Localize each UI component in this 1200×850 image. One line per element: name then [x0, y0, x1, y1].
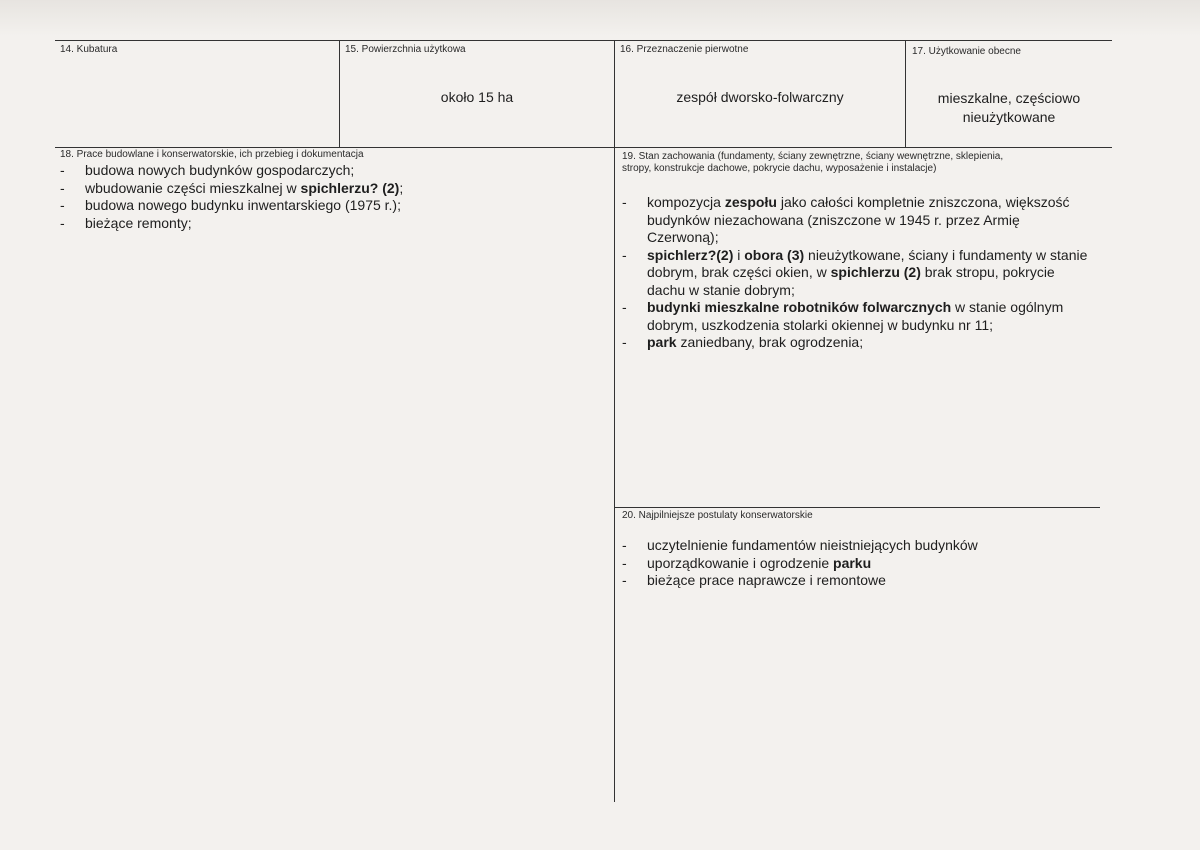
- field-17-value-line2: nieużytkowane: [962, 109, 1056, 125]
- list-item: [619, 537, 1091, 555]
- bullet-dash: -: [622, 194, 627, 210]
- list-item: [619, 555, 1091, 573]
- bullet-dash: -: [622, 299, 627, 315]
- item-text: budowa nowych budynków gospodarczych;: [85, 162, 355, 178]
- item-text: budowa nowego budynku inwentarskiego (1975 r.);: [85, 197, 401, 213]
- field-15-value: około 15 ha: [440, 89, 514, 105]
- field-17-label: 17. Użytkowanie obecne: [912, 46, 1021, 57]
- list-item: [57, 215, 607, 233]
- list-item: [57, 162, 607, 180]
- scan-shadow: [0, 0, 1200, 36]
- field-18-list: [57, 162, 607, 232]
- field-16-label: 16. Przeznaczenie pierwotne: [620, 44, 749, 55]
- field-17-value-line1: mieszkalne, częściowo: [937, 90, 1081, 106]
- item-text: bieżące remonty;: [85, 214, 192, 231]
- column-divider-2: [614, 40, 615, 802]
- item-text: nieużytkowane, ściany i fundamenty w stanie dobrym, brak części okien, w: [647, 246, 1088, 280]
- item-bold-text: zespołu: [724, 194, 777, 210]
- bullet-dash: -: [60, 179, 65, 196]
- item-bold-text: park: [647, 334, 677, 350]
- section-20-divider: [614, 507, 1100, 508]
- item-text: uczytelnienie fundamentów nieistniejących budynków: [647, 537, 978, 553]
- list-item: [619, 194, 1091, 247]
- field-19-label-line1: 19. Stan zachowania (fundamenty, ściany zewnętrzne, ściany wewnętrzne, sklepienia,: [622, 151, 1004, 162]
- row-divider: [55, 147, 1112, 148]
- field-14-label: 14. Kubatura: [60, 44, 118, 55]
- list-item: [619, 334, 1091, 352]
- item-bold-text: parku: [833, 554, 872, 571]
- list-item: [619, 247, 1091, 300]
- bullet-dash: -: [60, 162, 65, 178]
- bullet-dash: -: [60, 197, 65, 213]
- item-text: i: [733, 246, 745, 263]
- top-border: [55, 40, 1112, 41]
- bullet-dash: -: [622, 334, 627, 350]
- list-item: [57, 180, 607, 198]
- item-text: wbudowanie części mieszkalnej w: [85, 179, 301, 196]
- field-19-label-line2: stropy, konstrukcje dachowe, pokrycie dachu, wyposażenie i instalacje): [622, 163, 937, 174]
- item-text: uporządkowanie i ogrodzenie: [647, 554, 834, 571]
- field-17-value: [906, 89, 1112, 127]
- item-text: bieżące prace naprawcze i remontowe: [647, 572, 886, 588]
- field-18-label: 18. Prace budowlane i konserwatorskie, ich przebieg i dokumentacja: [60, 149, 364, 160]
- item-text: ;: [399, 179, 404, 196]
- item-text: jako całości kompletnie zniszczona, większość budynków niezachowana (zniszczone w 1945 r. przez Armię Czerwoną);: [647, 194, 1070, 245]
- item-text: w stanie ogólnym dobrym, uszkodzenia stolarki okiennej w budynku nr 11;: [647, 299, 1064, 333]
- bullet-dash: -: [622, 537, 627, 553]
- list-item: [619, 572, 1091, 590]
- item-text: brak stropu, pokrycie dachu w stanie dobrym;: [647, 264, 1055, 298]
- item-bold-text: spichlerzu? (2): [300, 179, 400, 196]
- bullet-dash: -: [60, 214, 65, 231]
- bullet-dash: -: [622, 554, 627, 571]
- item-bold-text: budynki mieszkalne robotników folwarcznych: [647, 299, 952, 315]
- item-bold-text: spichlerz?(2): [647, 246, 734, 263]
- field-20-label: 20. Najpilniejsze postulaty konserwatorskie: [622, 510, 813, 521]
- bullet-dash: -: [622, 572, 627, 588]
- item-bold-text: spichlerzu (2): [830, 264, 921, 280]
- item-bold-text: obora (3): [744, 246, 805, 263]
- bullet-dash: -: [622, 246, 627, 263]
- field-19-list: [619, 194, 1091, 352]
- item-text: zaniedbany, brak ogrodzenia;: [676, 334, 864, 350]
- list-item: [619, 299, 1091, 334]
- field-20-list: [619, 537, 1091, 590]
- item-text: kompozycja: [647, 194, 725, 210]
- field-19-label: [622, 151, 1003, 175]
- field-15-label: 15. Powierzchnia użytkowa: [345, 44, 466, 55]
- field-16-value: zespół dworsko-folwarczny: [676, 89, 844, 105]
- list-item: [57, 197, 607, 215]
